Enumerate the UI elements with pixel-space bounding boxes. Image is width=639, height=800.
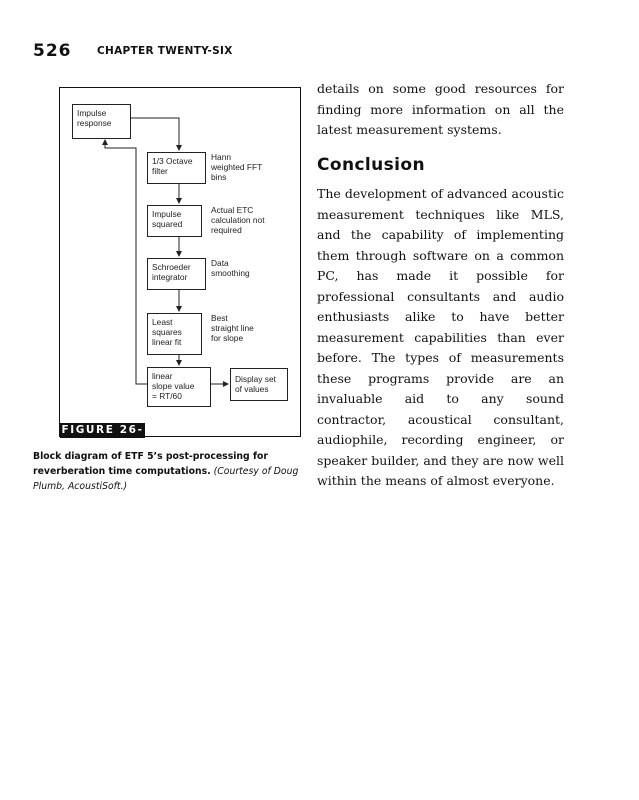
conclusion-text: The development of advanced acoustic measurement techniques like MLS, and the capability of implementing them through software on a common PC, has made it possible for professional consultants and audio enthusiasts alike to have better measurement capabilities than ever before. The types of measurements these programs provide are an invaluable aid to any sound contractor, acoustical consultant, audiophile, recording engineer, or speaker builder, and they are now well within the means of almost everyone.: [317, 186, 564, 488]
figure-label: FIGURE 26-18: [61, 424, 144, 451]
block-impulse-response: Impulse response: [72, 104, 131, 139]
block-display-set: Display set of values: [230, 368, 288, 401]
block-impulse-squared: Impulse squared: [147, 205, 202, 237]
note-hann: Hann weighted FFT bins: [211, 152, 263, 182]
note-smoothing: Data smoothing: [211, 258, 250, 278]
block-linear-slope: linear slope value = RT/60: [147, 367, 211, 407]
intro-text: details on some good resources for finding more information on all the latest measurement systems.: [317, 81, 564, 137]
block-octave-filter: 1/3 Octave filter: [147, 152, 206, 184]
arrow-impulse-to-octave: [125, 118, 179, 150]
block-least-squares: Least squares linear fit: [147, 313, 202, 355]
intro-paragraph: [317, 79, 564, 141]
chapter-title: CHAPTER TWENTY-SIX: [97, 45, 233, 57]
arrow-feedback-loop: [105, 140, 147, 384]
caption-bold: Block diagram of ETF 5’s post-processing for reverberation time computations.: [33, 451, 268, 477]
block-schroeder-integrator: Schroeder integrator: [147, 258, 206, 290]
figure-caption: [33, 449, 303, 494]
section-heading: Conclusion: [317, 155, 425, 175]
page-number: 526: [33, 41, 72, 61]
note-etc: Actual ETC calculation not required: [211, 205, 265, 235]
note-best-fit: Best straight line for slope: [211, 313, 254, 343]
conclusion-paragraph: [317, 184, 564, 492]
caption-credit: (Courtesy of Doug Plumb, AcoustiSoft.): [33, 466, 299, 492]
